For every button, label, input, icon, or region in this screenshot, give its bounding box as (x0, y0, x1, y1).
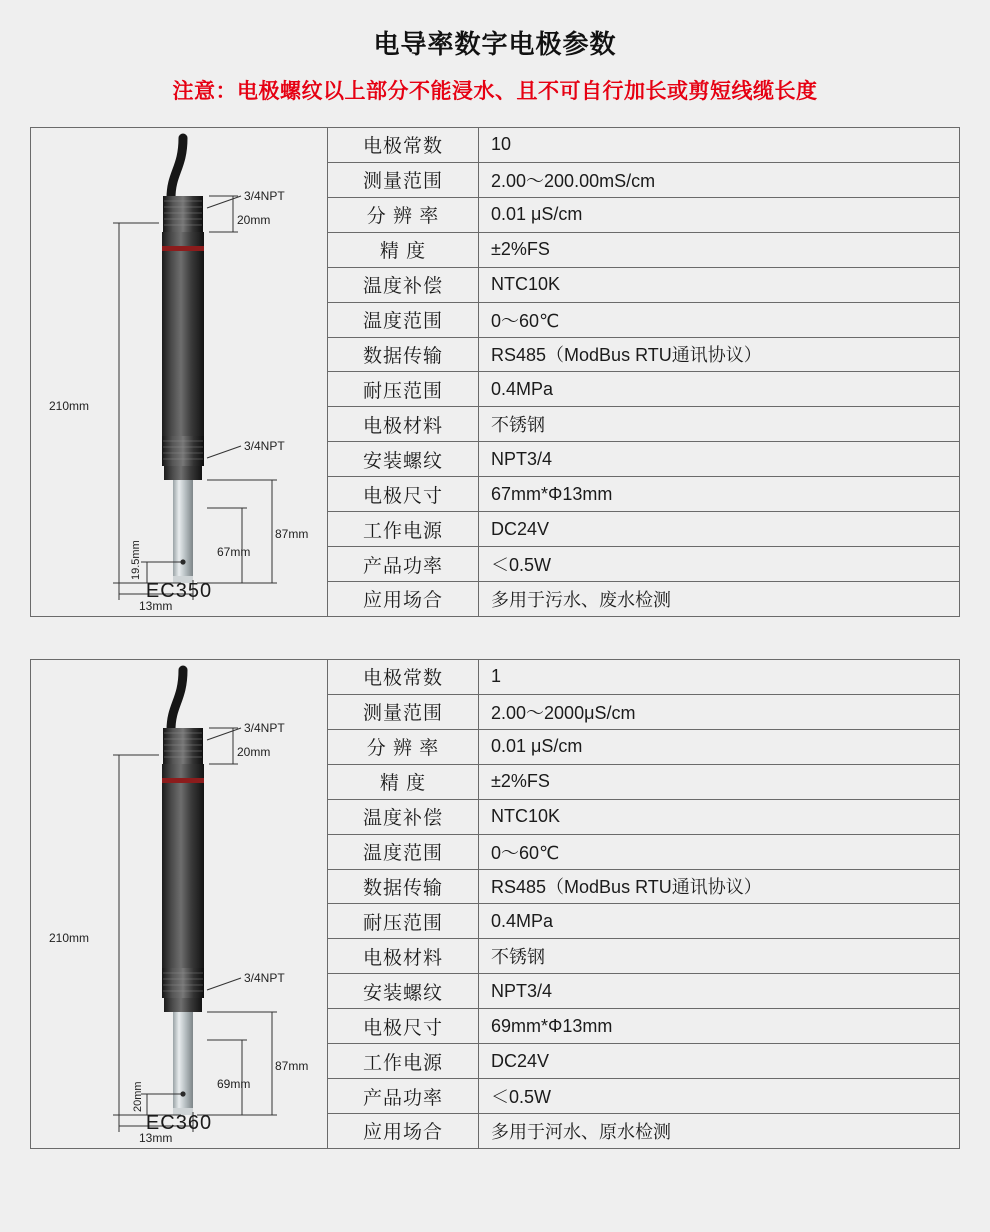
table-row (328, 1079, 959, 1114)
spec-label: 温度范围 (328, 303, 479, 337)
table-row (328, 338, 959, 373)
table-row (328, 582, 959, 616)
spec-value: 0.01 μS/cm (491, 204, 583, 225)
spec-label: 电极常数 (328, 660, 479, 694)
table-row (328, 660, 959, 695)
spec-label: 工作电源 (328, 512, 479, 546)
spec-value: 多用于污水、废水检测 (491, 589, 671, 610)
spec-label: 安装螺纹 (328, 442, 479, 476)
table-row (328, 974, 959, 1009)
product-block-ec360 (30, 659, 960, 1149)
spec-value: DC24V (491, 1050, 550, 1071)
spec-value: 0.4MPa (491, 378, 554, 399)
table-row (328, 372, 959, 407)
spec-label: 电极材料 (328, 939, 479, 973)
spec-label: 电极尺寸 (328, 1009, 479, 1043)
spec-value: 0.01 μS/cm (491, 736, 583, 757)
table-row (328, 163, 959, 198)
probe-drawing (31, 128, 327, 616)
spec-value: NTC10K (491, 806, 561, 827)
dim-tip-len: 20mm (132, 1081, 144, 1112)
probe-figure-ec350 (31, 128, 327, 616)
spec-table-ec350 (327, 128, 959, 616)
table-row (328, 442, 959, 477)
dim-body-len: 87mm (275, 527, 309, 541)
table-row (328, 870, 959, 905)
spec-label: 电极材料 (328, 407, 479, 441)
table-row (328, 800, 959, 835)
dim-cap-len: 20mm (237, 745, 271, 759)
spec-value: ＜0.5W (491, 555, 552, 576)
spec-label: 安装螺纹 (328, 974, 479, 1008)
table-row (328, 1114, 959, 1148)
spec-value: ±2%FS (491, 239, 550, 260)
dim-probe-len: 67mm (217, 545, 251, 559)
table-row (328, 128, 959, 163)
dim-diameter: 13mm (139, 599, 173, 613)
spec-value: 不锈钢 (491, 415, 545, 436)
spec-label: 电极常数 (328, 128, 479, 162)
spec-label: 产品功率 (328, 1079, 479, 1113)
table-row (328, 835, 959, 870)
dim-diameter: 13mm (139, 1131, 173, 1145)
spec-value: 0～60℃ (491, 842, 560, 863)
dim-thread-top: 3/4NPT (244, 189, 285, 203)
dim-body-len: 87mm (275, 1059, 309, 1073)
table-row (328, 233, 959, 268)
page-title: 电导率数字电极参数 (373, 29, 617, 59)
spec-label: 产品功率 (328, 547, 479, 581)
spec-value: 2.00～2000μS/cm (491, 702, 636, 723)
spec-label: 分 辨 率 (328, 198, 479, 232)
spec-label: 测量范围 (328, 695, 479, 729)
table-row (328, 904, 959, 939)
table-row (328, 695, 959, 730)
table-row (328, 1044, 959, 1079)
dim-thread-mid: 3/4NPT (244, 971, 285, 985)
product-block-ec350 (30, 127, 960, 617)
spec-value: 多用于河水、原水检测 (491, 1121, 671, 1142)
spec-value: 10 (491, 134, 512, 155)
model-label-ec350: EC350 (145, 580, 213, 602)
spec-label: 测量范围 (328, 163, 479, 197)
table-row (328, 1009, 959, 1044)
spec-value: RS485（ModBus RTU通讯协议） (491, 345, 762, 366)
spec-table-ec360 (327, 660, 959, 1148)
spec-label: 数据传输 (328, 870, 479, 904)
dim-probe-len: 69mm (217, 1077, 251, 1091)
spec-label: 温度补偿 (328, 800, 479, 834)
dim-thread-top: 3/4NPT (244, 721, 285, 735)
spec-value: 2.00～200.00mS/cm (491, 170, 656, 191)
spec-value: 67mm*Φ13mm (491, 483, 613, 504)
spec-label: 分 辨 率 (328, 730, 479, 764)
spec-label: 精 度 (328, 233, 479, 267)
table-row (328, 198, 959, 233)
table-row (328, 407, 959, 442)
spec-label: 应用场合 (328, 1114, 479, 1148)
spec-label: 精 度 (328, 765, 479, 799)
spec-value: DC24V (491, 518, 550, 539)
probe-drawing (31, 660, 327, 1148)
table-row (328, 303, 959, 338)
spec-label: 耐压范围 (328, 372, 479, 406)
dim-cap-len: 20mm (237, 213, 271, 227)
spec-value: ＜0.5W (491, 1087, 552, 1108)
table-row (328, 765, 959, 800)
table-row (328, 268, 959, 303)
table-row (328, 477, 959, 512)
table-row (328, 512, 959, 547)
dim-total-len: 210mm (49, 399, 90, 413)
spec-label: 工作电源 (328, 1044, 479, 1078)
dim-thread-mid: 3/4NPT (244, 439, 285, 453)
spec-value: NPT3/4 (491, 448, 553, 469)
spec-label: 温度范围 (328, 835, 479, 869)
table-row (328, 547, 959, 582)
spec-value: 0.4MPa (491, 910, 554, 931)
model-label-ec360: EC360 (145, 1112, 213, 1134)
spec-value: NTC10K (491, 274, 561, 295)
spec-label: 电极尺寸 (328, 477, 479, 511)
table-row (328, 939, 959, 974)
spec-value: ±2%FS (491, 771, 550, 792)
table-row (328, 730, 959, 765)
spec-value: 0～60℃ (491, 310, 560, 331)
dim-tip-len: 19.5mm (130, 540, 142, 580)
spec-value: RS485（ModBus RTU通讯协议） (491, 877, 762, 898)
spec-label: 应用场合 (328, 582, 479, 616)
spec-label: 耐压范围 (328, 904, 479, 938)
spec-value: 69mm*Φ13mm (491, 1015, 613, 1036)
page-warning-note: 注意：电极螺纹以上部分不能浸水、且不可自行加长或剪短线缆长度 (172, 80, 818, 103)
probe-figure-ec360 (31, 660, 327, 1148)
dim-total-len: 210mm (49, 931, 90, 945)
spec-label: 数据传输 (328, 338, 479, 372)
spec-value: NPT3/4 (491, 980, 553, 1001)
spec-label: 温度补偿 (328, 268, 479, 302)
spec-value: 不锈钢 (491, 947, 545, 968)
spec-value: 1 (491, 666, 502, 687)
